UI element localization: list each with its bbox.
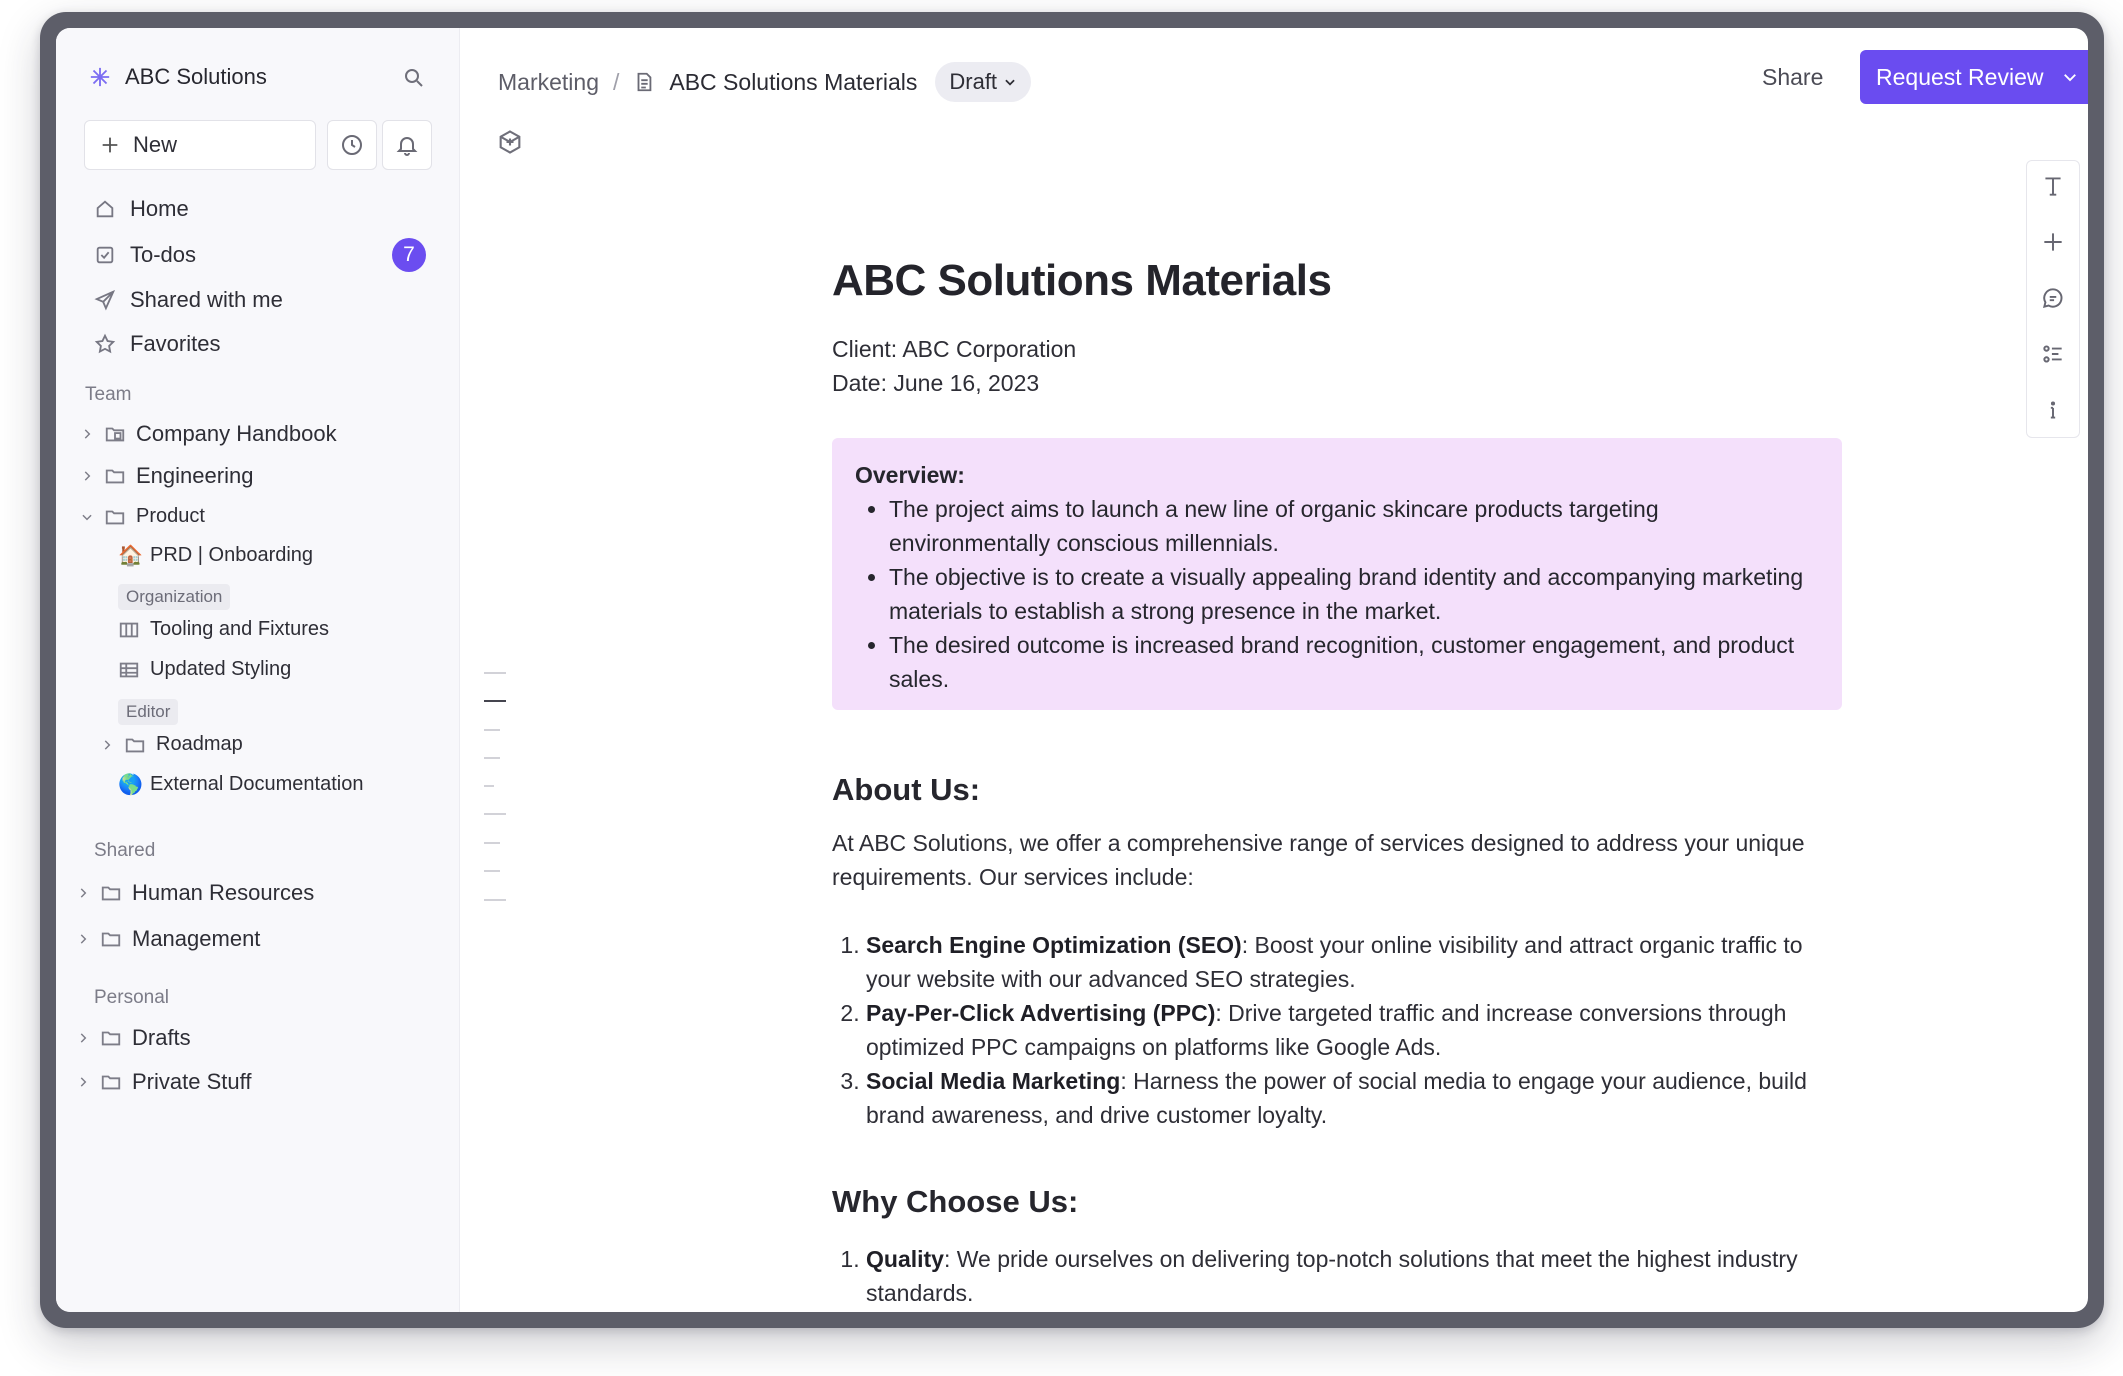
overview-heading: Overview:	[855, 462, 965, 488]
tree-item-prd-onboarding[interactable]	[118, 543, 313, 568]
why-heading: Why Choose Us:	[832, 1184, 1079, 1219]
sidebar-item-favorites[interactable]	[94, 327, 220, 361]
home-icon	[94, 198, 116, 220]
status-label: Draft	[949, 69, 998, 94]
chevron-right-icon[interactable]	[80, 469, 94, 483]
tree-item-roadmap[interactable]	[100, 733, 243, 756]
tree-item-label: Management	[132, 926, 261, 951]
tree-item-label: Product	[136, 505, 205, 527]
ai-cube-icon[interactable]	[496, 128, 524, 156]
tree-item-label: Updated Styling	[150, 658, 292, 680]
why-list	[866, 1242, 1842, 1310]
breadcrumb	[498, 62, 1031, 102]
service-desc: : Harness the power of social media to engage your audience, build brand awareness, and drive customer loyalty.	[866, 1068, 1807, 1128]
clock-icon	[340, 133, 364, 157]
chevron-right-icon[interactable]	[76, 1031, 90, 1045]
tree-item-company-handbook[interactable]	[80, 421, 337, 447]
checkbox-icon	[94, 244, 116, 266]
outline-marker[interactable]	[484, 899, 506, 901]
personal-section-label: Personal	[94, 987, 169, 1008]
sidebar-item-label: Favorites	[130, 331, 221, 356]
chevron-right-icon[interactable]	[76, 932, 90, 946]
block-toolbar	[2026, 160, 2080, 438]
list-item	[866, 928, 1842, 996]
document-body[interactable]	[832, 256, 1842, 1310]
history-button[interactable]	[327, 120, 377, 170]
team-section-label: Team	[85, 384, 132, 405]
about-heading: About Us:	[832, 772, 981, 807]
tree-item-drafts[interactable]	[76, 1025, 191, 1051]
bell-icon	[395, 133, 419, 157]
house-emoji-icon: 🏠	[118, 545, 143, 567]
workspace-logo-icon	[89, 66, 111, 88]
sidebar	[56, 28, 460, 1312]
shared-section-label: Shared	[94, 840, 156, 861]
tree-item-human-resources[interactable]	[76, 880, 314, 906]
search-icon[interactable]	[402, 66, 426, 90]
tree-item-label: PRD | Onboarding	[150, 544, 314, 566]
workspace-name: ABC Solutions	[125, 64, 267, 89]
service-name: Pay-Per-Click Advertising (PPC)	[866, 1000, 1216, 1026]
outline-marker[interactable]	[484, 813, 506, 815]
request-review-button[interactable]	[1860, 50, 2088, 104]
columns-icon	[118, 619, 140, 641]
reason-name: Quality	[866, 1246, 944, 1272]
tree-item-updated-styling[interactable]	[118, 658, 291, 681]
organization-tag: Organization	[118, 584, 230, 610]
breadcrumb-current[interactable]: ABC Solutions Materials	[669, 68, 918, 95]
todo-count-badge: 7	[392, 238, 426, 272]
tree-item-management[interactable]	[76, 926, 260, 952]
list-item: • The desired outcome is increased brand recognition, customer engagement, and product sales.	[889, 628, 1820, 696]
tree-item-label: Tooling and Fixtures	[150, 618, 329, 640]
outline-marker[interactable]	[484, 785, 494, 787]
sidebar-item-shared-with-me[interactable]	[94, 283, 283, 317]
editor-tag: Editor	[118, 699, 178, 725]
overview-list	[889, 492, 1820, 696]
reason-desc: : We pride ourselves on delivering top-notch solutions that meet the highest industry standards.	[866, 1246, 1798, 1306]
tree-item-label: Engineering	[136, 463, 254, 488]
folder-icon	[100, 1027, 122, 1049]
chevron-right-icon[interactable]	[100, 738, 114, 752]
folder-book-icon	[104, 423, 126, 445]
sidebar-item-todos[interactable]	[94, 238, 196, 272]
info-icon[interactable]	[2040, 397, 2066, 423]
document-meta	[832, 332, 1842, 400]
new-button-label: New	[133, 132, 178, 157]
comment-icon[interactable]	[2040, 285, 2066, 311]
plus-icon	[99, 134, 121, 156]
star-icon	[94, 333, 116, 355]
list-item: • The project aims to launch a new line of organic skincare products targeting environmentally conscious millennials.	[889, 492, 1820, 560]
sidebar-item-label: Shared with me	[130, 287, 283, 312]
chevron-down-icon	[1003, 75, 1017, 89]
chevron-down-icon[interactable]	[2061, 68, 2079, 86]
services-list	[866, 928, 1842, 1132]
client-line: Client: ABC Corporation	[832, 336, 1077, 362]
document-title[interactable]: ABC Solutions Materials	[832, 256, 1332, 305]
tree-item-label: Private Stuff	[132, 1069, 252, 1094]
outline-marker[interactable]	[484, 870, 500, 872]
tree-item-label: Company Handbook	[136, 421, 337, 446]
outline-marker[interactable]	[484, 700, 506, 702]
notifications-button[interactable]	[382, 120, 432, 170]
service-desc: : Drive targeted traffic and increase conversions through optimized PPC campaigns on platforms like Google Ads.	[866, 1000, 1787, 1060]
folder-icon	[100, 882, 122, 904]
sidebar-item-label: Home	[130, 196, 189, 221]
main-content	[460, 28, 2088, 1312]
about-paragraph: At ABC Solutions, we offer a comprehensive range of services designed to address your unique requirements. Our services include:	[832, 830, 1805, 890]
chevron-right-icon[interactable]	[80, 427, 94, 441]
status-dropdown[interactable]	[935, 62, 1031, 102]
outline-marker[interactable]	[484, 729, 500, 731]
tree-item-private-stuff[interactable]	[76, 1069, 251, 1095]
service-desc: : Boost your online visibility and attract organic traffic to your website with our advanced SEO strategies.	[866, 932, 1803, 992]
outline-marker[interactable]	[484, 672, 506, 674]
chevron-right-icon[interactable]	[76, 886, 90, 900]
tree-item-label: Drafts	[132, 1025, 191, 1050]
globe-emoji-icon: 🌎	[118, 774, 143, 796]
outline-marker[interactable]	[484, 757, 500, 759]
chevron-down-icon[interactable]	[80, 510, 94, 524]
breadcrumb-separator: /	[612, 68, 620, 95]
list-item	[866, 1064, 1842, 1132]
share-button[interactable]: Share	[1762, 64, 1824, 90]
service-name: Social Media Marketing	[866, 1068, 1121, 1094]
folder-icon	[100, 928, 122, 950]
tree-item-tooling-and-fixtures[interactable]	[118, 618, 329, 641]
service-name: Search Engine Optimization (SEO)	[866, 932, 1242, 958]
workspace-switcher[interactable]	[89, 64, 267, 90]
table-icon	[118, 659, 140, 681]
folder-icon	[104, 506, 126, 528]
app-window	[56, 28, 2088, 1312]
list-item	[866, 996, 1842, 1064]
date-line: Date: June 16, 2023	[832, 370, 1040, 396]
document-icon	[633, 71, 655, 93]
tree-item-label: Roadmap	[156, 733, 243, 755]
list-item: • The objective is to create a visually appealing brand identity and accompanying marketing materials to establish a strong presence in the market.	[889, 560, 1820, 628]
tree-item-external-documentation[interactable]	[118, 772, 363, 797]
text-style-icon[interactable]	[2040, 173, 2066, 199]
folder-icon	[124, 734, 146, 756]
send-icon	[94, 289, 116, 311]
list-item	[866, 1242, 1842, 1310]
tree-item-label: External Documentation	[150, 773, 364, 795]
device-frame	[40, 12, 2104, 1328]
chevron-right-icon[interactable]	[76, 1075, 90, 1089]
overview-callout	[832, 438, 1842, 710]
tree-item-label: Human Resources	[132, 880, 315, 905]
tree-item-engineering[interactable]	[80, 463, 253, 489]
request-review-label: Request Review	[1876, 63, 2044, 90]
folder-icon	[100, 1071, 122, 1093]
tree-item-product[interactable]	[80, 505, 205, 528]
sidebar-item-home[interactable]	[94, 192, 189, 226]
plus-icon[interactable]	[2040, 229, 2066, 255]
folder-icon	[104, 465, 126, 487]
sidebar-item-label: To-dos	[130, 242, 197, 267]
checklist-icon[interactable]	[2040, 341, 2066, 367]
breadcrumb-parent[interactable]: Marketing	[498, 68, 599, 95]
outline-marker[interactable]	[484, 842, 500, 844]
new-button[interactable]	[84, 120, 316, 170]
